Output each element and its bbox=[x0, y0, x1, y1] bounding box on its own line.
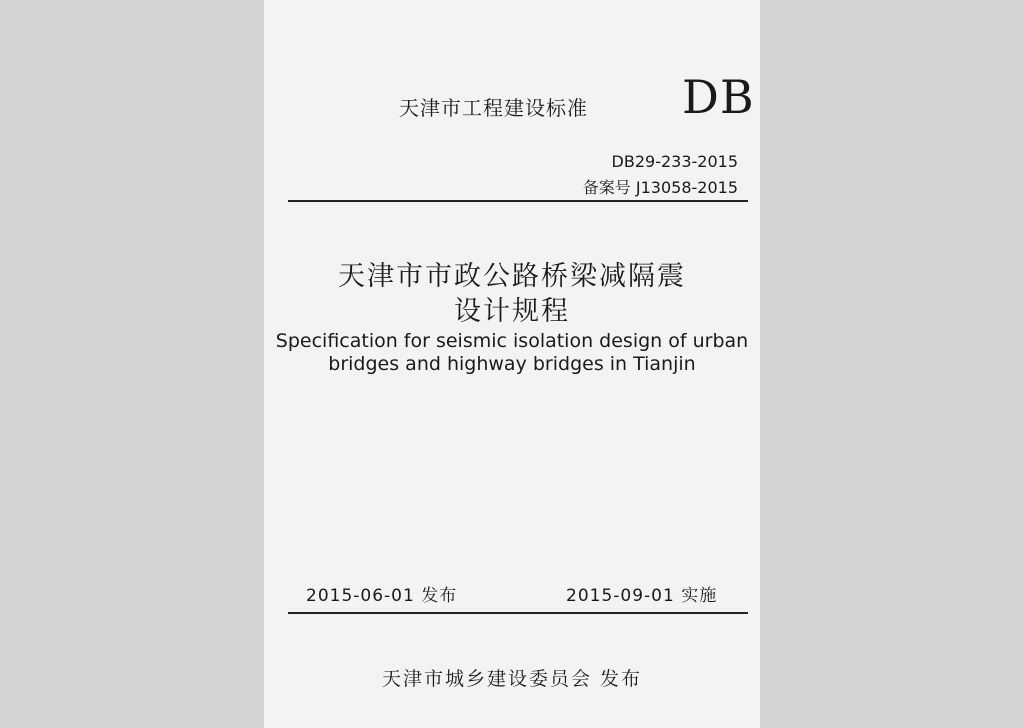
title-cn-line2: 设计规程 bbox=[454, 296, 570, 327]
record-number: 备案号 J13058-2015 bbox=[582, 178, 738, 197]
top-divider bbox=[288, 200, 748, 202]
bottom-divider bbox=[288, 612, 748, 614]
issuer-header: 天津市工程建设标准 bbox=[399, 96, 588, 120]
effective-date: 2015-09-01 实施 bbox=[566, 586, 718, 606]
title-cn-line1: 天津市市政公路桥梁减隔震 bbox=[338, 261, 686, 292]
publisher: 天津市城乡建设委员会 发布 bbox=[381, 668, 643, 690]
release-date: 2015-06-01 发布 bbox=[306, 586, 458, 606]
standard-number: DB29-233-2015 bbox=[611, 152, 738, 171]
title-en-line1: Specification for seismic isolation design of urban bbox=[275, 330, 749, 352]
db-mark: DB bbox=[682, 70, 755, 124]
title-en-line2: bridges and highway bridges in Tianjin bbox=[328, 353, 696, 375]
document-cover bbox=[264, 0, 760, 728]
